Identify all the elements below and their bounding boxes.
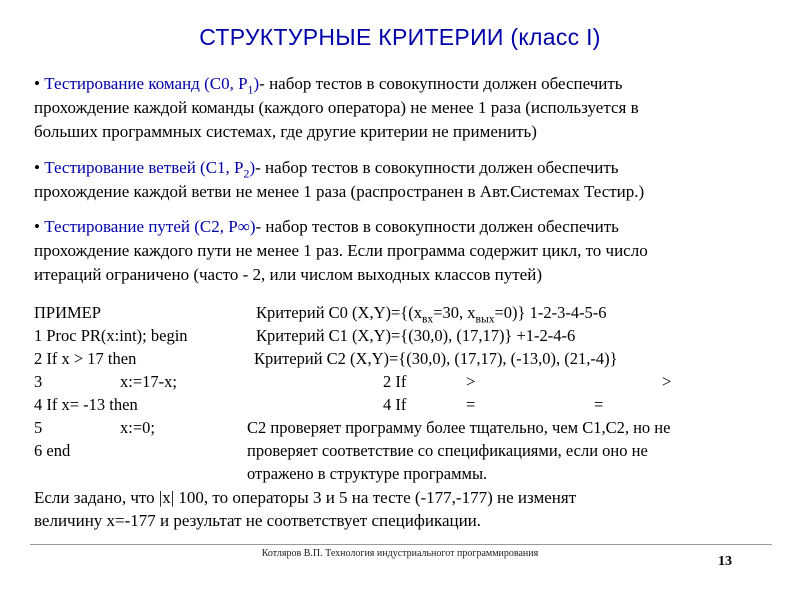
path-row-4-c3: =: [594, 395, 604, 414]
path-row-3-c4: >: [662, 372, 672, 391]
bullet-head: Тестирование путей: [44, 217, 190, 236]
path-row-4-label: 4 If: [383, 395, 407, 414]
criterion-c1: Критерий С1 (X,Y)={(30,0), (17,17)} +1-2-4-6: [256, 326, 576, 345]
code-line-4: 4 If x= -13 then: [34, 395, 138, 414]
code-line-3: 3: [34, 372, 43, 391]
criterion-c0: Критерий С0 $(X,Y)=\{(x_{вх}=30$, $x_{вых}=0$)} 1-2-3-4-5-6: [256, 303, 607, 326]
code-line-5: 5: [34, 418, 43, 437]
bullet-paths-line2: прохождение каждого пути не менее 1 раз. Если программа содержит цикл, то число: [34, 241, 648, 260]
bullet-head: Тестирование ветвей: [44, 158, 196, 177]
bullet-text: - набор тестов в совокупности должен обеспечить: [255, 217, 619, 236]
code-line-5-stmt: x:=0;: [120, 418, 155, 437]
code-line-1: 1 Proc PR(x:int); begin: [34, 326, 188, 345]
bullet-dot: •: [34, 158, 45, 177]
code-line-2: 2 If x > 17 then: [34, 349, 137, 368]
note-line-1: С2 проверяет программу более тщательно, чем С1,С2, но не: [247, 418, 671, 437]
bullet-commands-line3: больших программных системах, где другие критерии не применить): [34, 122, 537, 141]
criterion-code: (C1, $P_2$): [200, 158, 256, 181]
page-number: 13: [718, 554, 732, 569]
bullet-branches-line2: прохождение каждой ветви не менее 1 раза (распространен в Авт.Системах Тестир.): [34, 182, 645, 201]
conclusion-line-2: величину x=-177 и результат не соответствует спецификации.: [34, 511, 482, 530]
bullet-commands-line2: прохождение каждой команды (каждого оператора) не менее 1 раза (используется в: [34, 98, 639, 117]
criterion-code: (C0, $P_1$): [204, 74, 260, 97]
criterion-code: (C2, P∞): [194, 217, 256, 236]
bullet-text: - набор тестов в совокупности должен обеспечить: [259, 74, 623, 93]
note-line-3: отражено в структуре программы.: [247, 464, 488, 483]
criterion-c2: Критерий С2 (X,Y)={(30,0), (17,17), (-13,0), (21,-4)}: [254, 349, 618, 368]
path-row-3-c1: >: [466, 372, 476, 391]
bullet-commands-line1: [34, 72, 623, 95]
bullet-text: - набор тестов в совокупности должен обеспечить: [255, 158, 619, 177]
slide-title: СТРУКТУРНЫЕ КРИТЕРИИ (класс I): [199, 24, 601, 50]
code-line-3-stmt: x:=17-x;: [120, 372, 177, 391]
bullet-branches-line1: [34, 156, 619, 179]
example-heading: ПРИМЕР: [34, 303, 101, 322]
bullet-paths-line1: [34, 215, 619, 238]
path-row-4-c1: =: [466, 395, 476, 414]
bullet-head: Тестирование команд: [44, 74, 200, 93]
code-line-6: 6 end: [34, 441, 71, 460]
footer-divider: [30, 544, 772, 545]
path-row-3-label: 2 If: [383, 372, 407, 391]
footer-author: Котляров В.П. Технология индустриальногот программирования: [261, 548, 539, 559]
bullet-dot: •: [34, 217, 45, 236]
bullet-paths-line3: итераций ограничено (часто - 2, или числом выходных классов путей): [34, 265, 542, 284]
note-line-2: проверяет соответствие со спецификациями, если оно не: [247, 441, 648, 460]
bullet-dot: •: [34, 74, 45, 93]
conclusion-line-1: Если задано, что |x| 100, то операторы 3 и 5 на тесте (-177,-177) не изменят: [34, 488, 577, 507]
